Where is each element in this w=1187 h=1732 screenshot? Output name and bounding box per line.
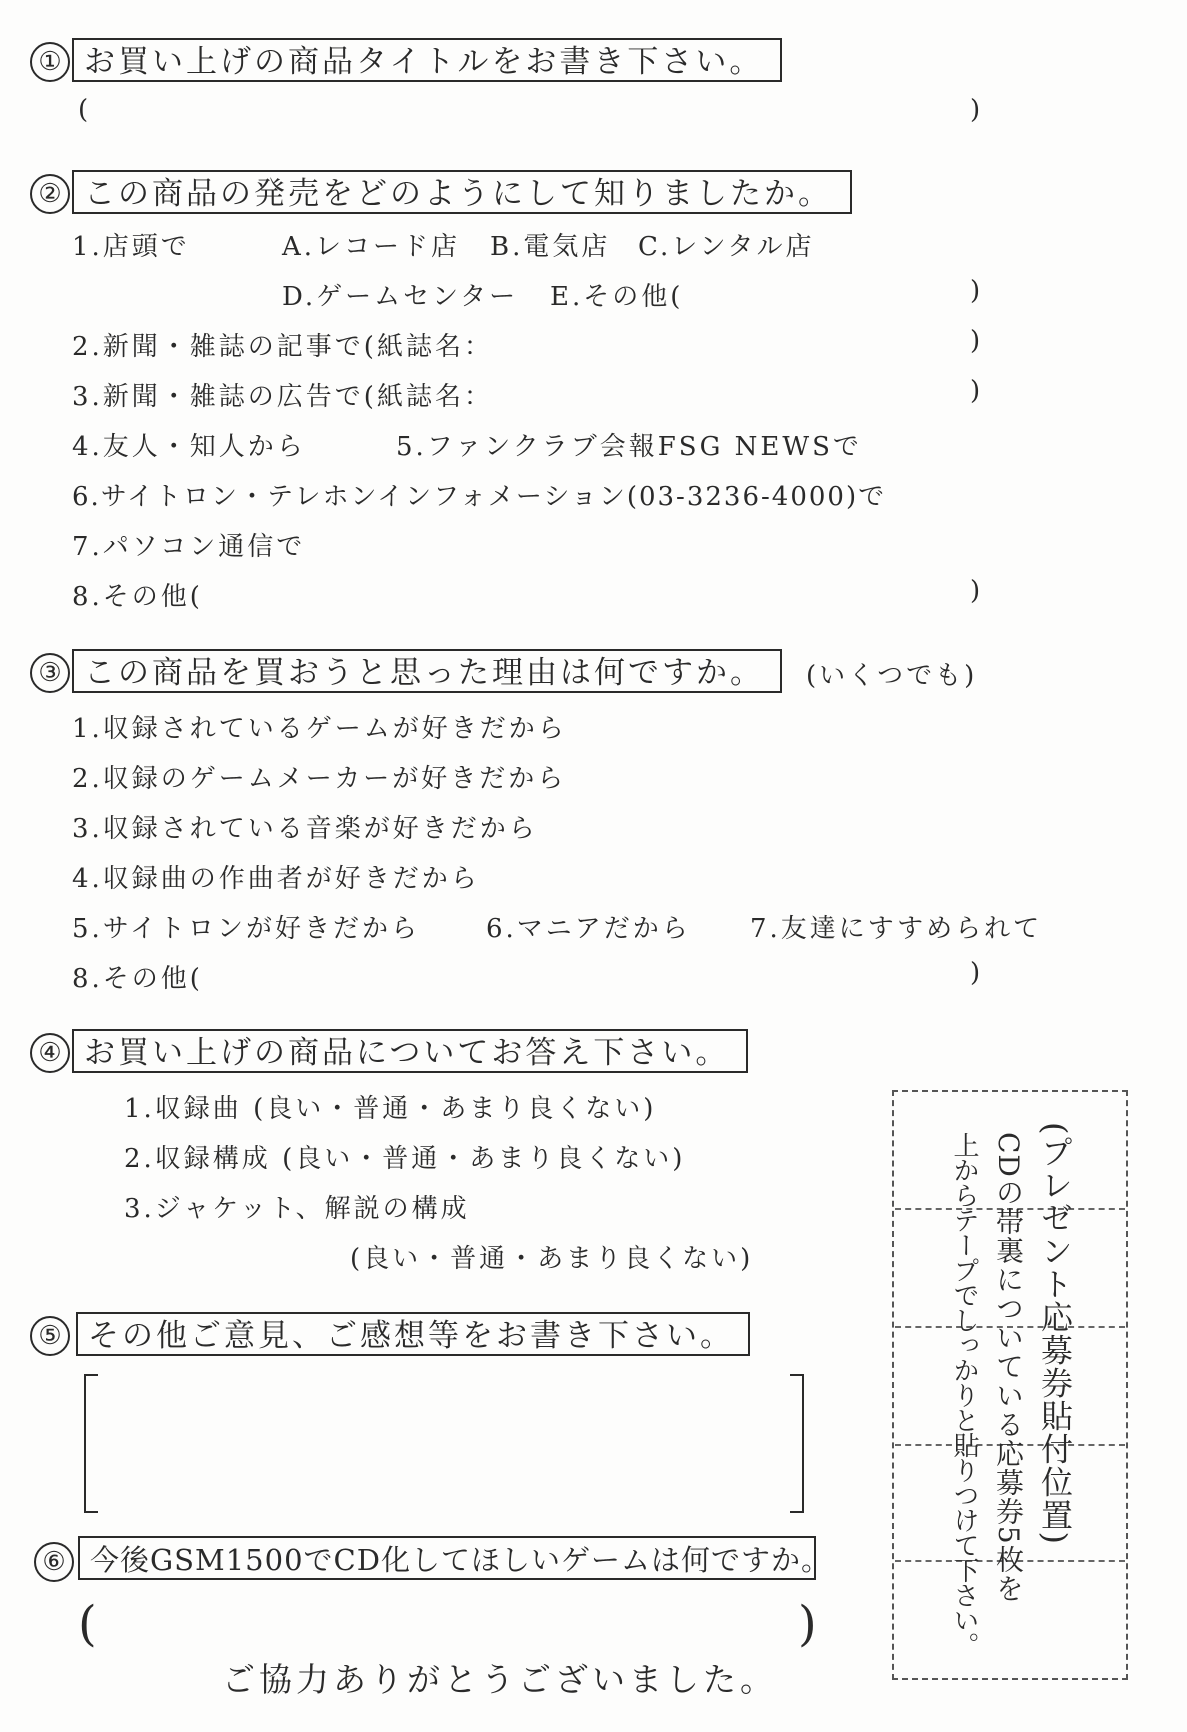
question-5-title: その他ご意見、ご感想等をお書き下さい。 (76, 1312, 750, 1356)
answer-paren-open: ( (78, 1596, 97, 1652)
reason-maker: 2.収録のゲームメーカーが好きだから (72, 764, 567, 794)
rating-jacket: (良い・普通・あまり良くない) (350, 1244, 754, 1274)
option-other: 8.その他( (72, 582, 203, 612)
option-in-store: 1.店頭で (72, 232, 190, 262)
question-number-6: ⑥ (34, 1542, 74, 1582)
option-friend: 4.友人・知人から (72, 432, 306, 462)
option-pc-network: 7.パソコン通信で (72, 532, 306, 562)
thank-you-message: ご協力ありがとうございました。 (222, 1660, 777, 1699)
paren-close: ) (970, 276, 981, 306)
rating-jacket-label: 3.ジャケット、解説の構成 (124, 1194, 470, 1224)
option-store-other: E.その他( (550, 282, 684, 312)
reason-scitron: 5.サイトロンが好きだから (72, 914, 420, 944)
question-3-note: (いくつでも) (806, 661, 978, 691)
question-number-1: ① (30, 42, 70, 82)
question-2-title: この商品の発売をどのようにして知りましたか。 (72, 170, 852, 214)
coupon-instruction-line-2: 上からテープでしっかりと貼りつけて下さい。 (949, 1132, 979, 1657)
reason-game: 1.収録されているゲームが好きだから (72, 714, 567, 744)
question-number-5: ⑤ (30, 1316, 70, 1356)
paren-close: ) (970, 326, 981, 356)
reason-music: 3.収録されている音楽が好きだから (72, 814, 538, 844)
question-number-4: ④ (30, 1033, 70, 1073)
answer-paren-close: ) (798, 1596, 817, 1652)
question-number-2: ② (30, 174, 70, 214)
option-rental-store: C.レンタル店 (638, 232, 815, 262)
coupon-area-title: (プレゼント応募券貼付位置) (1036, 1122, 1074, 1545)
comment-bracket-left (84, 1374, 98, 1513)
option-electronics-store: B.電気店 (490, 232, 611, 262)
question-6-title: 今後GSM1500でCD化してほしいゲームは何ですか。 (78, 1536, 816, 1580)
option-magazine-article: 2.新聞・雑誌の記事で(紙誌名： (72, 332, 493, 362)
paren-close: ) (970, 576, 981, 606)
rating-tracks: 1.収録曲 (良い・普通・あまり良くない) (124, 1094, 657, 1124)
comment-bracket-right (790, 1374, 804, 1513)
question-1-title: お買い上げの商品タイトルをお書き下さい。 (72, 38, 782, 82)
question-3-title: この商品を買おうと思った理由は何ですか。 (72, 649, 782, 693)
question-4-title: お買い上げの商品についてお答え下さい。 (72, 1029, 748, 1073)
paren-close: ) (970, 958, 981, 988)
rating-composition: 2.収録構成 (良い・普通・あまり良くない) (124, 1144, 686, 1174)
option-magazine-ad: 3.新聞・雑誌の広告で(紙誌名： (72, 382, 493, 412)
option-game-center: D.ゲームセンター (282, 282, 519, 312)
reason-other: 8.その他( (72, 964, 203, 994)
paren-close: ) (970, 376, 981, 406)
option-fan-club: 5.ファンクラブ会報FSG NEWSで (396, 432, 862, 462)
reason-composer: 4.収録曲の作曲者が好きだから (72, 864, 480, 894)
option-record-store: A.レコード店 (282, 232, 461, 262)
answer-paren-open: ( (78, 95, 89, 125)
reason-friend: 7.友達にすすめられて (750, 914, 1043, 944)
coupon-instruction-line-1: CDの帯裏についている応募券5枚を (992, 1132, 1025, 1603)
question-number-3: ③ (30, 653, 70, 693)
option-telephone-info: 6.サイトロン・テレホンインフォメーション(03-3236-4000)で (72, 482, 887, 512)
reason-mania: 6.マニアだから (486, 914, 691, 944)
answer-paren-close: ) (970, 95, 981, 125)
